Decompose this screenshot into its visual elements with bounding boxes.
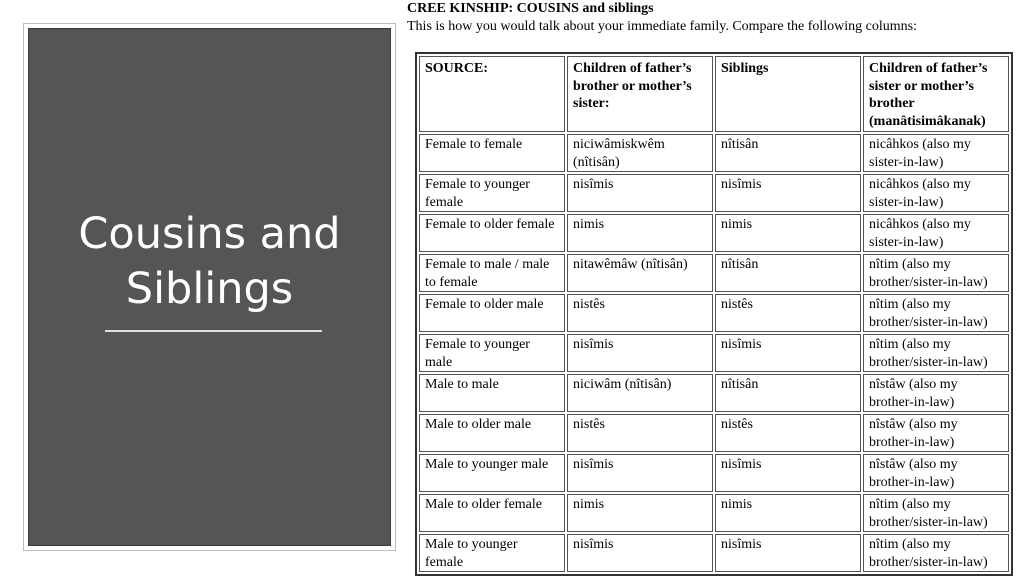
- cell-parallel-cousin: nisîmis: [567, 534, 713, 572]
- cell-cross-cousin: nicâhkos (also my sister-in-law): [863, 134, 1009, 172]
- table-row: [419, 254, 1009, 292]
- cell-parallel-cousin: niciwâmiskwêm (nîtisân): [567, 134, 713, 172]
- cell-sibling: nistês: [715, 294, 861, 332]
- cell-cross-cousin: nîstâw (also my brother-in-law): [863, 374, 1009, 412]
- cell-sibling: nîtisân: [715, 254, 861, 292]
- cell-cross-cousin: nîtim (also my brother/sister-in-law): [863, 494, 1009, 532]
- cell-cross-cousin: nicâhkos (also my sister-in-law): [863, 214, 1009, 252]
- cell-sibling: nistês: [715, 414, 861, 452]
- cell-cross-cousin: nîstâw (also my brother-in-law): [863, 414, 1009, 452]
- cell-source: Male to male: [419, 374, 565, 412]
- title-underline: [105, 330, 322, 332]
- document-title: CREE KINSHIP: COUSINS and siblings: [407, 1, 654, 16]
- title-panel-frame: [23, 23, 396, 551]
- cell-parallel-cousin: nimis: [567, 494, 713, 532]
- cell-parallel-cousin: nisîmis: [567, 174, 713, 212]
- cell-sibling: nisîmis: [715, 174, 861, 212]
- header-siblings: Siblings: [715, 56, 861, 132]
- cell-cross-cousin: nîtim (also my brother/sister-in-law): [863, 334, 1009, 372]
- cell-sibling: nimis: [715, 214, 861, 252]
- table-row: [419, 134, 1009, 172]
- cell-source: Male to younger male: [419, 454, 565, 492]
- table-row: [419, 214, 1009, 252]
- cell-parallel-cousin: niciwâm (nîtisân): [567, 374, 713, 412]
- table-header-row: [419, 56, 1009, 132]
- header-parallel-cousins: Children of father’s brother or mother’s sister:: [567, 56, 713, 132]
- cell-source: Female to male / male to female: [419, 254, 565, 292]
- cell-sibling: nîtisân: [715, 374, 861, 412]
- cell-sibling: nisîmis: [715, 454, 861, 492]
- title-panel: [28, 28, 391, 546]
- cell-parallel-cousin: nimis: [567, 214, 713, 252]
- document-intro: This is how you would talk about your immediate family. Compare the following columns:: [407, 19, 918, 34]
- cell-parallel-cousin: nistês: [567, 294, 713, 332]
- cell-parallel-cousin: nisîmis: [567, 454, 713, 492]
- table-row: [419, 334, 1009, 372]
- slide-title: Cousins and Siblings: [78, 209, 341, 314]
- cell-source: Female to younger male: [419, 334, 565, 372]
- cell-source: Female to younger female: [419, 174, 565, 212]
- cell-source: Male to older female: [419, 494, 565, 532]
- cell-sibling: nisîmis: [715, 334, 861, 372]
- table-row: [419, 174, 1009, 212]
- table-row: [419, 294, 1009, 332]
- table-row: [419, 454, 1009, 492]
- cell-source: Female to female: [419, 134, 565, 172]
- cell-sibling: nimis: [715, 494, 861, 532]
- cell-source: Female to older male: [419, 294, 565, 332]
- cell-source: Male to younger female: [419, 534, 565, 572]
- table-row: [419, 414, 1009, 452]
- table-row: [419, 374, 1009, 412]
- cell-parallel-cousin: nitawêmâw (nîtisân): [567, 254, 713, 292]
- cell-cross-cousin: nîtim (also my brother/sister-in-law): [863, 294, 1009, 332]
- cell-cross-cousin: nîstâw (also my brother-in-law): [863, 454, 1009, 492]
- cell-cross-cousin: nicâhkos (also my sister-in-law): [863, 174, 1009, 212]
- cell-parallel-cousin: nistês: [567, 414, 713, 452]
- cell-source: Male to older male: [419, 414, 565, 452]
- cell-cross-cousin: nîtim (also my brother/sister-in-law): [863, 534, 1009, 572]
- cell-sibling: nisîmis: [715, 534, 861, 572]
- cell-cross-cousin: nîtim (also my brother/sister-in-law): [863, 254, 1009, 292]
- table-row: [419, 534, 1009, 572]
- header-source: SOURCE:: [419, 56, 565, 132]
- kinship-table: [415, 52, 1013, 576]
- cell-sibling: nîtisân: [715, 134, 861, 172]
- cell-source: Female to older female: [419, 214, 565, 252]
- table-row: [419, 494, 1009, 532]
- cell-parallel-cousin: nisîmis: [567, 334, 713, 372]
- header-cross-cousins: Children of father’s sister or mother’s brother (manâtisimâkanak): [863, 56, 1009, 132]
